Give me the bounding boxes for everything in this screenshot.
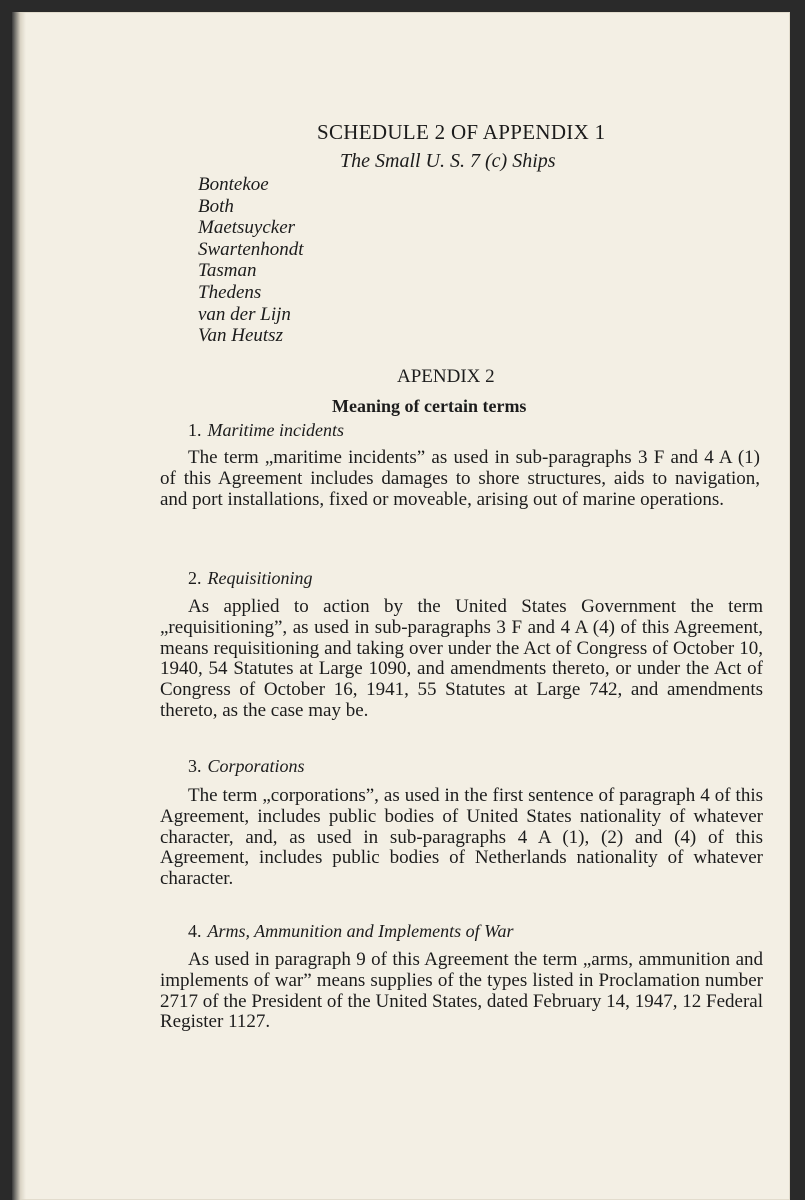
section-heading	[188, 756, 305, 777]
ship-name: Bontekoe	[198, 174, 269, 195]
section-heading-text: Maritime incidents	[207, 420, 344, 440]
ship-list	[198, 174, 304, 347]
ship-name: Van Heutsz	[198, 325, 283, 347]
schedule-title: SCHEDULE 2 OF APPENDIX 1	[317, 120, 606, 144]
ship-name: Tasman	[198, 260, 257, 282]
section-heading	[188, 921, 514, 942]
document-page	[12, 12, 790, 1200]
scan-edge	[12, 12, 26, 1200]
section-heading	[188, 420, 344, 441]
section-heading	[188, 568, 313, 589]
section-paragraph: The term „corporations”, as used in the first sentence of paragraph 4 of this Agreement, includes public bodies of United States nationality of whatever character, and, as used in sub-paragraphs 4 A (1), (2) and (4) of this Agreement, includes public bodies of Netherlands nationality of whatever character.	[160, 785, 763, 890]
ship-name: Swartenhondt	[198, 238, 304, 260]
section-heading-text: Requisitioning	[207, 568, 313, 588]
ship-name: Both	[198, 195, 234, 217]
ship-name: van der Lijn	[198, 303, 291, 325]
appendix-title: APENDIX 2	[397, 366, 495, 387]
section-heading-text: Corporations	[207, 756, 305, 776]
section-paragraph: As used in paragraph 9 of this Agreement the term „arms, ammunition and implements of war” means supplies of the types listed in Proclamation number 2717 of the President of the United States, dated February 14, 1947, 12 Federal Register 1127.	[160, 949, 763, 1033]
section-number: 3.	[188, 756, 202, 776]
section-paragraph: As applied to action by the United States Government the term „requisitioning”, as used in sub-paragraphs 3 F and 4 A (4) of this Agreement, means requisitioning and taking over under the Act of Congress of October 10, 1940, 54 Statutes at Large 1090, and amendments thereto, or under the Act of Congress of October 16, 1941, 55 Statutes at Large 742, and amendments thereto, as the case may be.	[160, 596, 763, 721]
section-number: 1.	[188, 420, 202, 440]
schedule-subtitle: The Small U. S. 7 (c) Ships	[340, 150, 556, 172]
ship-name: Maetsuycker	[198, 217, 296, 239]
section-paragraph: The term „maritime incidents” as used in sub-paragraphs 3 F and 4 A (1) of this Agreement includes damages to shore structures, aids to navigation, and port installations, fixed or moveable, arising out of marine operations.	[160, 447, 760, 510]
section-heading-text: Arms, Ammunition and Implements of War	[207, 921, 514, 941]
section-number: 4.	[188, 921, 202, 941]
section-number: 2.	[188, 568, 202, 588]
appendix-subtitle: Meaning of certain terms	[332, 396, 527, 416]
ship-name: Thedens	[198, 281, 262, 303]
